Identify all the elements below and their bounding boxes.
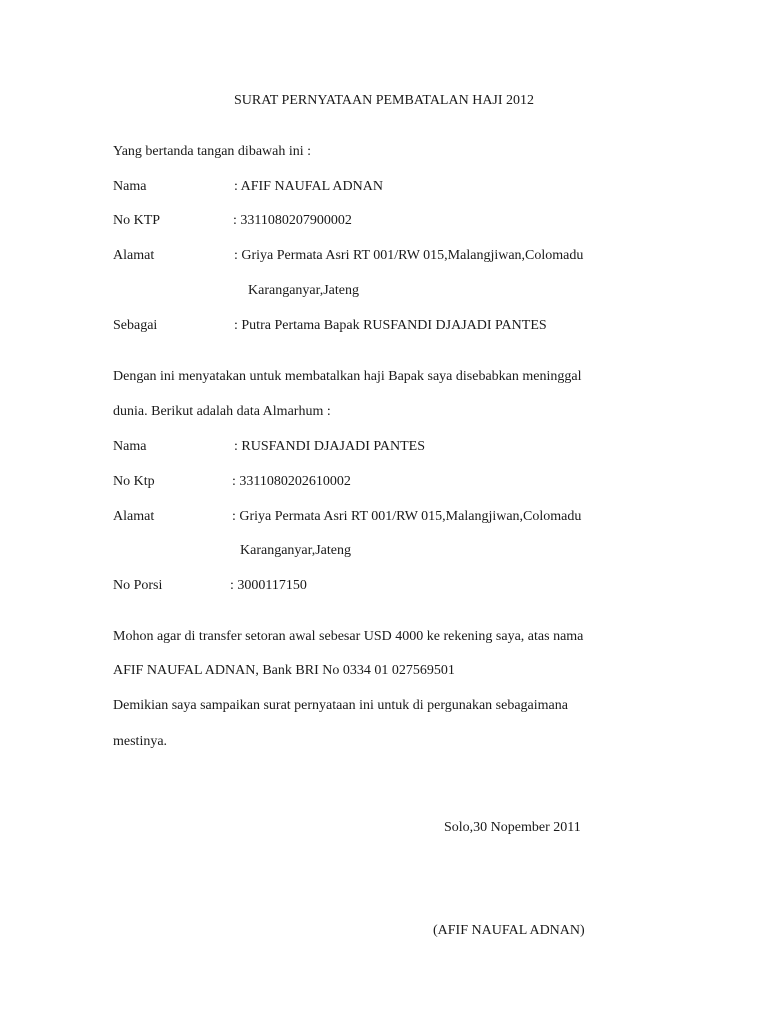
request-line-1: Mohon agar di transfer setoran awal sebesar USD 4000 ke rekening saya, atas nama xyxy=(113,629,584,644)
declarant-ktp-label: No KTP xyxy=(113,213,161,228)
deceased-alamat-continuation: Karanganyar,Jateng xyxy=(240,543,351,558)
declarant-alamat-label: Alamat xyxy=(113,248,155,263)
request-line-2: AFIF NAUFAL ADNAN, Bank BRI No 0334 01 027569501 xyxy=(113,663,455,678)
declarant-sebagai-value: : Putra Pertama Bapak RUSFANDI DJAJADI PANTES xyxy=(234,318,547,333)
deceased-nama-value: : RUSFANDI DJAJADI PANTES xyxy=(234,439,425,454)
declarant-ktp-value: : 3311080207900002 xyxy=(233,213,352,228)
intro-text: Yang bertanda tangan dibawah ini : xyxy=(113,144,312,159)
declarant-alamat-continuation: Karanganyar,Jateng xyxy=(248,283,359,298)
deceased-porsi-label: No Porsi xyxy=(113,578,163,593)
deceased-ktp-label: No Ktp xyxy=(113,474,155,489)
declarant-alamat-value: : Griya Permata Asri RT 001/RW 015,Malangjiwan,Colomadu xyxy=(234,248,584,263)
signatory-name: (AFIF NAUFAL ADNAN) xyxy=(433,923,585,938)
deceased-nama-label: Nama xyxy=(113,439,147,454)
deceased-porsi-value: : 3000117150 xyxy=(230,578,307,593)
statement-line-2: dunia. Berikut adalah data Almarhum : xyxy=(113,404,331,419)
deceased-ktp-value: : 3311080202610002 xyxy=(232,474,351,489)
deceased-alamat-label: Alamat xyxy=(113,509,155,524)
deceased-alamat-value: : Griya Permata Asri RT 001/RW 015,Malangjiwan,Colomadu xyxy=(232,509,582,524)
document-title: SURAT PERNYATAAN PEMBATALAN HAJI 2012 xyxy=(233,93,535,108)
declarant-nama-value: : AFIF NAUFAL ADNAN xyxy=(234,179,383,194)
declarant-sebagai-label: Sebagai xyxy=(113,318,158,333)
declarant-nama-label: Nama xyxy=(113,179,147,194)
closing-line-1: Demikian saya sampaikan surat pernyataan ini untuk di pergunakan sebagaimana xyxy=(113,698,568,713)
statement-line-1: Dengan ini menyatakan untuk membatalkan haji Bapak saya disebabkan meninggal xyxy=(113,369,582,384)
place-date: Solo,30 Nopember 2011 xyxy=(444,820,581,835)
closing-line-2: mestinya. xyxy=(113,734,168,749)
